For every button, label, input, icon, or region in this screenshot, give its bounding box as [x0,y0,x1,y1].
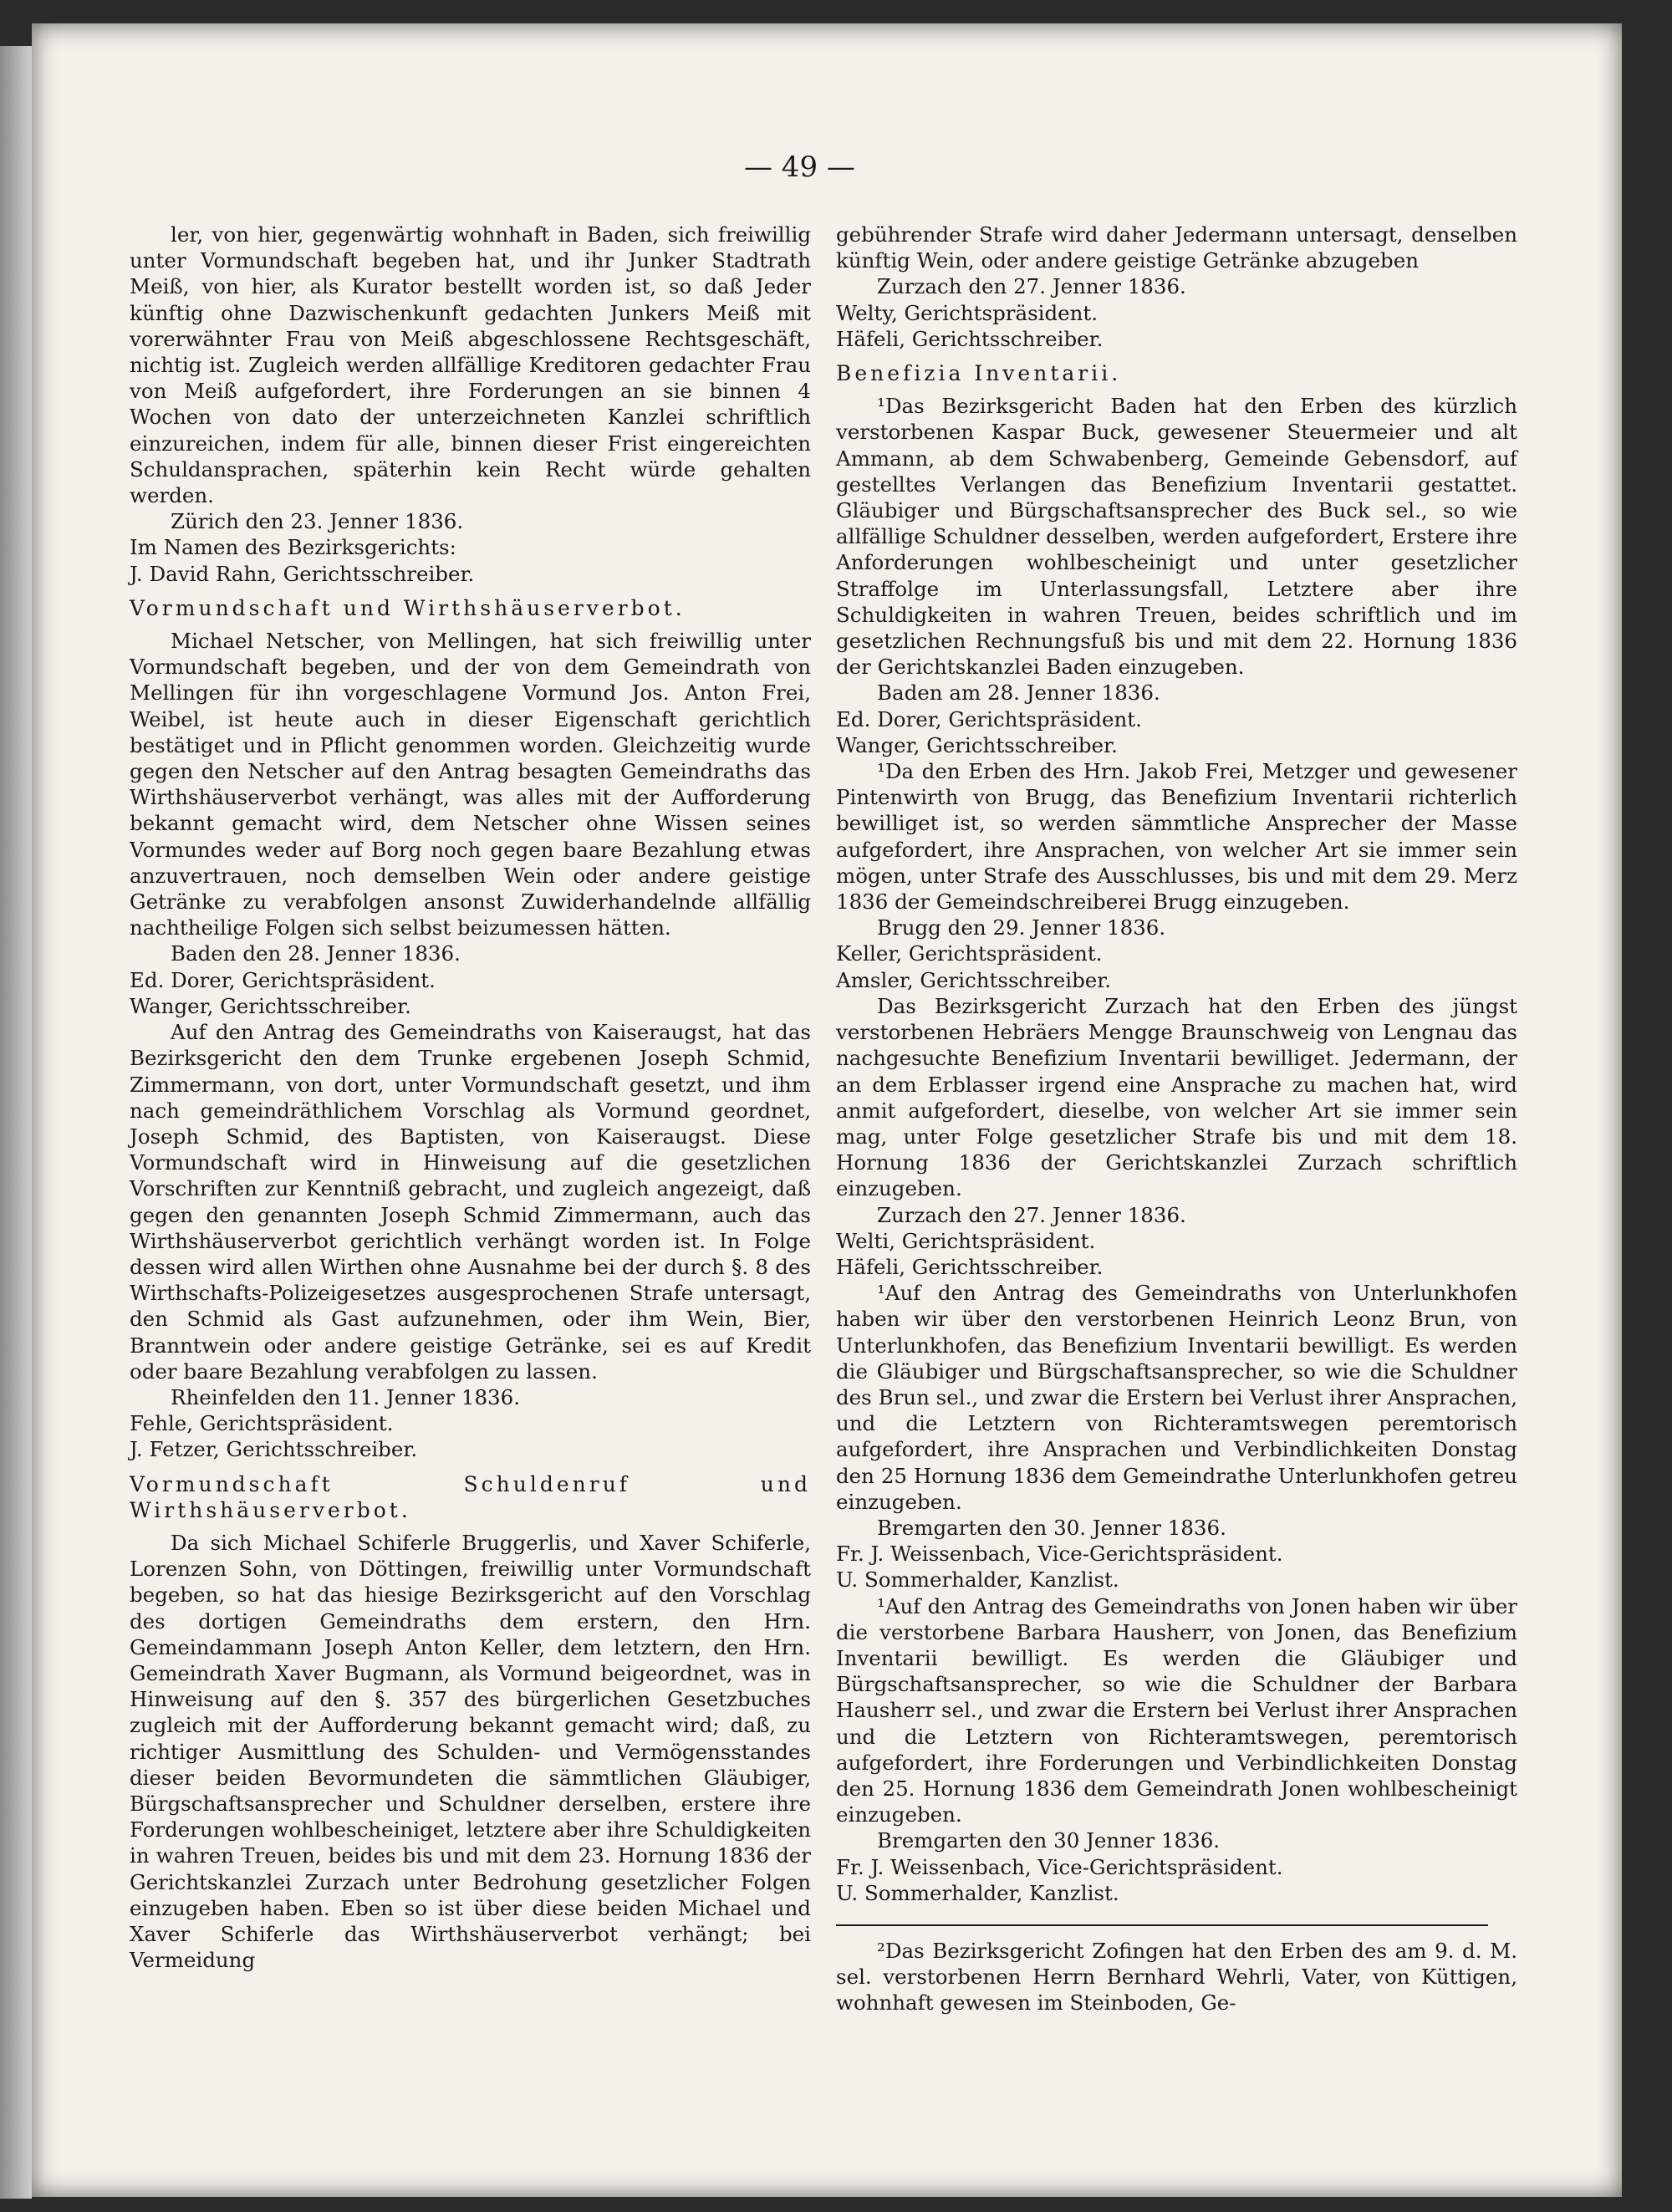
notice-paragraph: Das Bezirksgericht Zurzach hat den Erben des jüngst verstorbenen Hebräers Mengge Braunschweig von Lengnau das nachgesuchte Benefizium Inventarii bewilliget. Jedermann, der an dem Erblasser irgend eine Ansprache zu machen hat, wird anmit aufgefordert, dieselbe, von welcher Art sie immer sein mag, unter Folge gesetzlicher Strafe bis und mit dem 18. Hornung 1836 der Gerichtskanzlei Zurzach schriftlich einzugeben. [836,993,1517,1201]
page-number: — 49 — [744,150,855,184]
signature-line: Fr. J. Weissenbach, Vice-Gerichtspräsident. [836,1542,1283,1567]
signature-line: U. Sommerhalder, Kanzlist. [836,1567,1119,1593]
notice-paragraph: ²Das Bezirksgericht Zofingen hat den Erben des am 9. d. M. sel. verstorbenen Herrn Bernhard Wehrli, Vater, von Küttigen, wohnhaft gewesen im Steinboden, Ge- [836,1939,1517,2016]
signature-line: Im Namen des Bezirksgerichts: [130,535,456,560]
signature-line: Häfeli, Gerichtsschreiber. [836,1254,1104,1279]
adjacent-page-edge [0,46,32,2199]
right-column [836,222,1517,2016]
notice-paragraph: Auf den Antrag des Gemeindraths von Kaiseraugst, hat das Bezirksgericht den dem Trunke ergebenen Joseph Schmid, Zimmermann, von dort, unter Vormundschaft gesetzt, und ihm nach gemeindräthlichem Vorschlag als Vormund geordnet, Joseph Schmid, des Baptisten, von Kaiseraugst. Diese Vormundschaft wird in Hinweisung auf die gesetzlichen Vorschriften zur Kenntniß gebracht, und zugleich angezeigt, daß gegen den genannten Joseph Schmid Zimmermann, auch das Wirthshäuserverbot gerichtlich verhängt worden ist. In Folge dessen wird allen Wirthen ohne Ausnahme bei der durch §. 8 des Wirthschafts-Polizeigesetzes ausgesprochenen Strafe untersagt, den Schmid als Gast aufzunehmen, oder ihm Wein, Bier, Branntwein oder andere geistige Getränke, sei es auf Kredit oder baare Bezahlung verabfolgen zu lassen. [130,1020,811,1384]
section-heading: Vormundschaft und Wirthshäuserverbot. [130,595,686,620]
signature-line: Fehle, Gerichtspräsident. [130,1411,394,1436]
place-date-line: Rheinfelden den 11. Jenner 1836. [171,1384,521,1409]
left-column [130,222,811,1973]
notice-paragraph: ¹Das Bezirksgericht Baden hat den Erben des kürzlich verstorbenen Kaspar Buck, gewesener Steuermeier und alt Ammann, ab dem Schwabenberg, Gemeinde Gebensdorf, auf gestelltes Verlangen das Benefizium Inventarii gestattet. Gläubiger und Bürgschaftsansprecher des Buck sel., so wie allfällige Schuldner desselben, werden aufgefordert, Erstere ihre Anforderungen wohlbescheinigt und unter gesetzlicher Straffolge im Unterlassungsfall, Letztere aber ihre Schuldigkeiten in wahren Treuen, beides schriftlich und im gesetzlichen Rechnungsfuß bis und mit dem 22. Hornung 1836 der Gerichtskanzlei Baden einzugeben. [836,394,1517,680]
place-date-line: Baden am 28. Jenner 1836. [877,680,1160,706]
place-date-line: Bremgarten den 30. Jenner 1836. [877,1515,1226,1540]
notice-paragraph: ler, von hier, gegenwärtig wohnhaft in Baden, sich freiwillig unter Vormundschaft begeben hat, und ihr Junker Stadtrath Meiß, von hier, als Kurator bestellt worden ist, so daß Jeder künftig ohne Dazwischenkunft gedachten Junkers Meiß mit vorerwähnter Frau von Meiß abgeschlossene Rechtsgeschäft, nichtig ist. Zugleich werden allfällige Kreditoren gedachter Frau von Meiß aufgefordert, ihre Forderungen an sie binnen 4 Wochen von dato der unterzeichneten Kanzlei schriftlich einzureichen, indem für alle, binnen dieser Frist eingereichten Schuldansprachen, späterhin kein Recht würde gehalten werden. [130,222,811,508]
signature-line: Häfeli, Gerichtsschreiber. [836,326,1104,351]
place-date-line: Zurzach den 27. Jenner 1836. [877,274,1186,299]
notice-paragraph: gebührender Strafe wird daher Jedermann untersagt, denselben künftig Wein, oder andere geistige Getränke abzugeben [836,222,1517,273]
signature-line: Ed. Dorer, Gerichtspräsident. [836,706,1142,731]
signature-line: U. Sommerhalder, Kanzlist. [836,1880,1119,1905]
signature-line: Fr. J. Weissenbach, Vice-Gerichtspräsident. [836,1854,1283,1879]
signature-line: Ed. Dorer, Gerichtspräsident. [130,967,436,992]
signature-line: Amsler, Gerichtsschreiber. [836,967,1112,992]
place-date-line: Brugg den 29. Jenner 1836. [877,915,1166,940]
section-heading: Vormundschaft Schuldenruf und Wirthshäuserverbot. [130,1471,811,1522]
signature-line: Wanger, Gerichtsschreiber. [836,732,1118,757]
notice-paragraph: Michael Netscher, von Mellingen, hat sich freiwillig unter Vormundschaft begeben, und der von dem Gemeindrath von Mellingen für ihn vorgeschlagene Vormund Jos. Anton Frei, Weibel, ist heute auch in dieser Eigenschaft gerichtlich bestätiget und in Pflicht genommen worden. Gleichzeitig wurde gegen den Netscher auf den Antrag besagten Gemeindraths das Wirthshäuserverbot verhängt, was alles mit der Aufforderung bekannt gemacht wird, dem Netscher ohne Wissen seines Vormundes weder auf Borg noch gegen baare Bezahlung etwas anzuvertrauen, noch demselben Wein oder andere geistige Getränke zu verabfolgen ansonst Zuwiderhandelnde allfällig nachtheilige Folgen sich selbst beizumessen hätten. [130,629,811,940]
notice-paragraph: Da sich Michael Schiferle Bruggerlis, und Xaver Schiferle, Lorenzen Sohn, von Döttingen, freiwillig unter Vormundschaft begeben, so hat das hiesige Bezirksgericht auf den Vorschlag des dortigen Gemeindraths dem erstern, den Hrn. Gemeindammann Joseph Anton Keller, dem letztern, den Hrn. Gemeindrath Xaver Bugmann, als Vormund beigeordnet, was in Hinweisung auf den §. 357 des bürgerlichen Gesetzbuches zugleich mit der Aufforderung bekannt gemacht wird; daß, zu richtiger Ausmittlung des Schulden- und Vermögensstandes dieser beiden Bevormundeten die sämmtlichen Gläubiger, Bürgschaftsansprecher und Schuldner derselben, erstere ihre Forderungen wohlbescheiniget, letztere aber ihre Schuldigkeiten in wahren Treuen, beides bis und mit dem 23. Hornung 1836 der Gerichtskanzlei Zurzach unter Bedrohung gesetzlicher Folgen einzugeben haben. Eben so ist über diese beiden Michael und Xaver Schiferle das Wirthshäuserverbot verhängt; bei Vermeidung [130,1530,811,1973]
signature-line: J. David Rahn, Gerichtsschreiber. [130,561,475,586]
signature-line: Wanger, Gerichtsschreiber. [130,993,411,1018]
signature-line: Welti, Gerichtspräsident. [836,1228,1096,1253]
notice-paragraph: ¹Auf den Antrag des Gemeindraths von Unterlunkhofen haben wir über den verstorbenen Heinrich Leonz Brun, von Unterlunkhofen, das Benefizium Inventarii bewilligt. Es werden die Gläubiger und Bürgschaftsansprecher, so wie die Schuldner des Brun sel., und zwar die Erstern bei Verlust ihrer Ansprachen, und die Letztern von Richteramtswegen peremtorisch aufgefordert, ihre Ansprachen und Verbindlichkeiten Donstag den 25 Hornung 1836 dem Gemeindrathe Unterlunkhofen getreu einzugeben. [836,1281,1517,1514]
signature-line: J. Fetzer, Gerichtsschreiber. [130,1437,418,1462]
notice-paragraph: ¹Da den Erben des Hrn. Jakob Frei, Metzger und gewesener Pintenwirth von Brugg, das Benefizium Inventarii richterlich bewilliget ist, so werden sämmtliche Ansprecher der Masse aufgefordert, ihre Ansprachen, von welcher Art sie immer sein mögen, unter Strafe des Ausschlusses, bis und mit dem 29. Merz 1836 der Gemeindschreiberei Brugg einzugeben. [836,759,1517,915]
place-date-line: Baden den 28. Jenner 1836. [171,941,461,966]
section-heading: Benefizia Inventarii. [836,361,1122,386]
place-date-line: Bremgarten den 30 Jenner 1836. [877,1828,1221,1853]
place-date-line: Zürich den 23. Jenner 1836. [171,509,464,534]
signature-line: Keller, Gerichtspräsident. [836,941,1103,966]
separator-rule [836,1924,1488,1926]
notice-paragraph: ¹Auf den Antrag des Gemeindraths von Jonen haben wir über die verstorbene Barbara Hausherr, von Jonen, das Benefizium Inventarii bewilligt. Es werden die Gläubiger und Bürgschaftsansprecher, so wie die Schuldner der Barbara Hausherr sel., und zwar die Erstern bei Verlust ihrer Ansprachen und die Letztern von Richteramtswegen, peremtorisch aufgefordert, ihre Forderungen und Verbindlichkeiten Donstag den 25. Hornung 1836 dem Gemeindrath Jonen wohlbescheinigt einzugeben. [836,1593,1517,1827]
place-date-line: Zurzach den 27. Jenner 1836. [877,1202,1186,1227]
signature-line: Welty, Gerichtspräsident. [836,300,1099,325]
